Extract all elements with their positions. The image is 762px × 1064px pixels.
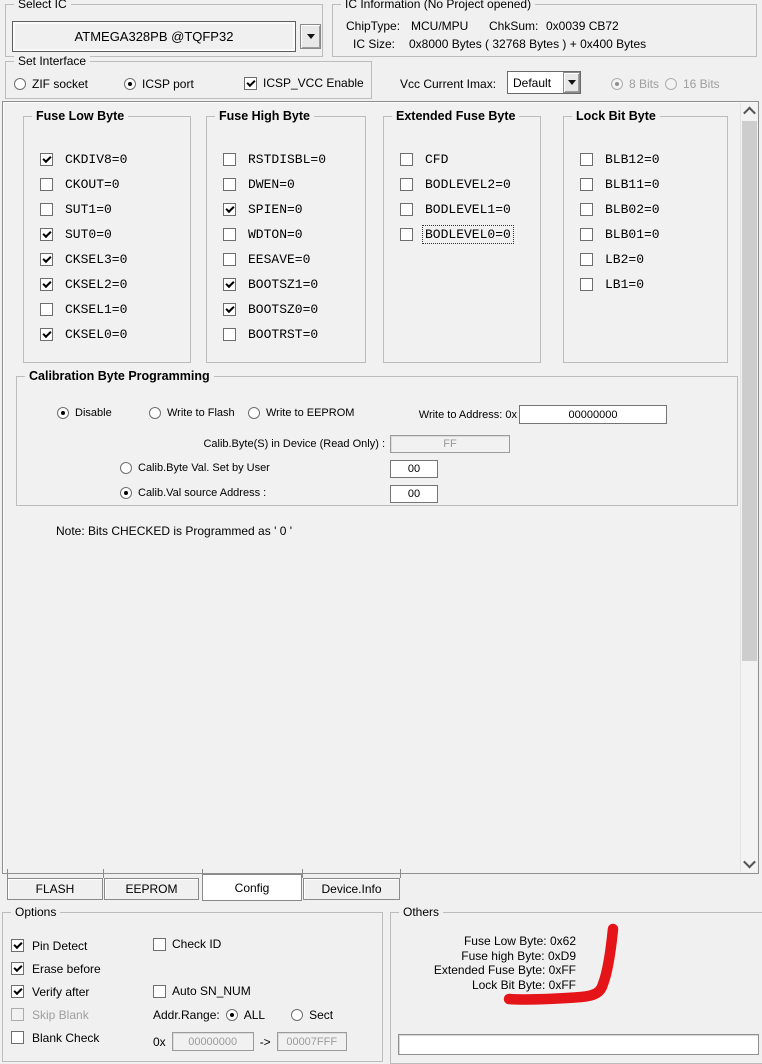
bits8-label: 8 Bits — [629, 77, 660, 91]
fuse-bit-row[interactable] — [564, 247, 727, 272]
user-calib-radio[interactable] — [120, 462, 132, 474]
fuse-bit-checkbox[interactable] — [40, 228, 53, 241]
fuse-bit-label: SUT0=0 — [65, 227, 112, 242]
option-label: Pin Detect — [32, 938, 88, 953]
checked-bits-note: Note: Bits CHECKED is Programmed as ' 0 ' — [56, 524, 292, 538]
select-ic-group — [5, 0, 323, 57]
extended-fuse-byte-group — [383, 109, 541, 363]
extended-fuse-byte-list — [384, 147, 540, 247]
option-label: Skip Blank — [32, 1007, 89, 1022]
fuse-bit-row[interactable] — [207, 297, 365, 322]
check-id-label: Check ID — [172, 937, 222, 951]
option-checkbox-row[interactable] — [11, 1026, 101, 1049]
lock-bit-byte-list — [564, 147, 727, 297]
fuse-bit-checkbox[interactable] — [400, 153, 413, 166]
fuse-bit-row[interactable] — [564, 197, 727, 222]
zif-socket-label: ZIF socket — [32, 77, 89, 91]
fuse-bit-label: CKSEL3=0 — [65, 252, 128, 267]
write-flash-label: Write to Flash — [167, 407, 235, 419]
fuse-bit-row[interactable] — [384, 197, 540, 222]
fuse-bit-checkbox[interactable] — [40, 303, 53, 316]
fuse-high-byte-group — [206, 109, 366, 363]
source-addr-label: Calib.Val source Address : — [138, 487, 267, 499]
fuse-bit-row[interactable] — [207, 147, 365, 172]
fuse-bit-label: BLB12=0 — [605, 152, 660, 167]
ic-combo-dropdown-button[interactable] — [300, 24, 321, 49]
bits16-radio[interactable] — [665, 78, 677, 90]
fuse-bit-label: BODLEVEL1=0 — [425, 202, 511, 217]
fuse-bit-label: LB1=0 — [605, 277, 645, 292]
fuse-bit-row[interactable] — [24, 322, 190, 347]
fuse-bit-label: BLB02=0 — [605, 202, 660, 217]
fuse-bit-checkbox[interactable] — [223, 153, 236, 166]
fuse-bit-checkbox[interactable] — [400, 203, 413, 216]
config-panel — [2, 101, 759, 874]
fuse-bit-row[interactable] — [24, 272, 190, 297]
fuse-bit-label: BODLEVEL2=0 — [425, 177, 511, 192]
fuse-bit-checkbox[interactable] — [580, 203, 593, 216]
zif-socket-radio-row[interactable] — [14, 77, 88, 91]
fuse-bit-row[interactable] — [207, 272, 365, 297]
auto-sn-checkbox[interactable] — [153, 985, 166, 998]
lock-bit-byte-title: Lock Bit Byte — [572, 109, 660, 124]
lock-bit-byte-group — [563, 109, 728, 363]
scrollbar-thumb[interactable] — [742, 121, 757, 661]
icsp-port-radio[interactable] — [124, 78, 136, 90]
fuse-bit-label: BODLEVEL0=0 — [422, 225, 514, 244]
fuse-bit-label: CKSEL2=0 — [65, 277, 128, 292]
icsp-port-radio-row[interactable] — [124, 77, 194, 91]
addr-sect-label: Sect — [309, 1008, 334, 1022]
fuse-bit-label: CKSEL0=0 — [65, 327, 128, 342]
calibration-title: Calibration Byte Programming — [25, 369, 214, 384]
bits8-radio-row[interactable] — [611, 77, 659, 91]
fuse-low-byte-list — [24, 147, 190, 347]
fuse-bit-checkbox[interactable] — [223, 303, 236, 316]
user-calib-input[interactable]: 00 — [390, 460, 438, 478]
option-label: Verify after — [32, 984, 90, 999]
option-checkbox[interactable] — [11, 939, 24, 952]
fuse-bit-label: CKDIV8=0 — [65, 152, 128, 167]
vcc-current-value: Default — [513, 75, 552, 90]
others-title: Others — [399, 905, 443, 920]
fuse-bit-checkbox[interactable] — [223, 278, 236, 291]
icsp-port-label: ICSP port — [142, 77, 194, 91]
option-checkbox-row[interactable] — [11, 980, 101, 1003]
disable-label: Disable — [75, 407, 112, 419]
fuse-bit-row[interactable] — [24, 222, 190, 247]
fuse-bit-row[interactable] — [24, 147, 190, 172]
options-group — [2, 905, 383, 1062]
addr-from-field[interactable]: 00000000 — [172, 1032, 254, 1051]
vcc-current-label: Vcc Current Imax: — [400, 77, 497, 91]
device-calib-field: FF — [390, 435, 510, 453]
fuse-bit-label: CKOUT=0 — [65, 177, 120, 192]
option-checkbox[interactable] — [11, 962, 24, 975]
chevron-up-icon — [743, 107, 756, 120]
fuse-bit-checkbox[interactable] — [40, 153, 53, 166]
option-checkbox[interactable] — [11, 1031, 24, 1044]
source-addr-radio-row[interactable] — [120, 487, 266, 499]
progress-bar — [398, 1034, 759, 1055]
chevron-down-icon — [743, 856, 756, 869]
fuse-bit-checkbox[interactable] — [223, 203, 236, 216]
addr-range-label: Addr.Range: — [153, 1008, 220, 1022]
option-label: Erase before — [32, 961, 101, 976]
fuse-bit-checkbox[interactable] — [400, 178, 413, 191]
option-checkbox-row[interactable] — [11, 1003, 101, 1026]
fuse-bit-label: BLB01=0 — [605, 227, 660, 242]
fuse-bit-row[interactable] — [384, 222, 540, 247]
option-checkbox-row[interactable] — [11, 934, 101, 957]
ic-size-label: IC Size: — [353, 37, 396, 51]
vertical-scrollbar[interactable] — [740, 103, 757, 872]
fuse-bit-label: BOOTSZ0=0 — [248, 302, 319, 317]
bits16-radio-row[interactable] — [665, 77, 720, 91]
write-eeprom-radio-row[interactable] — [248, 407, 354, 419]
fuse-summary-line: Lock Bit Byte: 0xFF — [471, 977, 576, 992]
fuse-bit-row[interactable] — [24, 197, 190, 222]
fuse-bit-label: CFD — [425, 152, 449, 167]
zif-socket-radio[interactable] — [14, 78, 26, 90]
write-addr-input[interactable]: 00000000 — [519, 405, 667, 424]
fuse-bit-checkbox[interactable] — [223, 228, 236, 241]
fuse-bit-checkbox[interactable] — [223, 178, 236, 191]
bits8-radio[interactable] — [611, 78, 623, 90]
ic-info-title: IC Information (No Project opened) — [341, 0, 535, 12]
tab-flash[interactable]: FLASH — [7, 878, 103, 900]
fuse-bit-row[interactable] — [24, 172, 190, 197]
fuse-bit-row[interactable] — [207, 322, 365, 347]
tab-divider — [400, 869, 401, 878]
tab-divider — [302, 869, 303, 878]
option-checkbox[interactable] — [11, 985, 24, 998]
write-flash-radio[interactable] — [149, 407, 161, 419]
write-eeprom-radio[interactable] — [248, 407, 260, 419]
fuse-low-byte-group — [23, 109, 191, 363]
fuse-bit-checkbox[interactable] — [40, 203, 53, 216]
write-addr-label: Write to Address: 0x — [418, 409, 517, 421]
tab-device-info[interactable]: Device.Info — [303, 878, 400, 900]
disable-radio[interactable] — [57, 407, 69, 419]
fuse-summary-line: Fuse high Byte: 0xD9 — [461, 948, 576, 963]
auto-sn-row[interactable] — [153, 984, 251, 998]
set-interface-title: Set Interface — [14, 54, 90, 69]
options-checkbox-list — [11, 934, 101, 1049]
set-interface-group — [5, 54, 372, 99]
addr-all-radio[interactable] — [226, 1009, 238, 1021]
fuse-bit-label: EESAVE=0 — [248, 252, 311, 267]
disable-radio-row[interactable] — [57, 407, 112, 419]
option-checkbox-row[interactable] — [11, 957, 101, 980]
chevron-down-icon — [568, 80, 576, 85]
scroll-up-button[interactable] — [741, 103, 757, 120]
fuse-bit-checkbox[interactable] — [40, 278, 53, 291]
user-calib-label: Calib.Byte Val. Set by User — [138, 462, 270, 474]
fuse-bit-checkbox[interactable] — [580, 228, 593, 241]
fuse-bit-label: RSTDISBL=0 — [248, 152, 327, 167]
fuse-bit-row[interactable] — [564, 222, 727, 247]
fuse-bit-row[interactable] — [207, 222, 365, 247]
fuse-summary-line: Fuse Low Byte: 0x62 — [463, 934, 576, 948]
fuse-bit-row[interactable] — [24, 247, 190, 272]
check-id-checkbox[interactable] — [153, 938, 166, 951]
addr-range-fields-row — [153, 1032, 347, 1051]
fuse-high-byte-list — [207, 147, 365, 347]
fuse-bit-row[interactable] — [564, 147, 727, 172]
range-arrow-label: -> — [259, 1034, 271, 1049]
chksum-label: ChkSum: — [489, 19, 539, 33]
fuse-bit-label: SPIEN=0 — [248, 202, 303, 217]
fuse-bit-checkbox[interactable] — [580, 278, 593, 291]
chip-type-label: ChipType: — [346, 19, 401, 33]
fuse-bit-checkbox[interactable] — [40, 178, 53, 191]
icsp-vcc-label: ICSP_VCC Enable — [263, 76, 364, 90]
ic-size-value: 0x8000 Bytes ( 32768 Bytes ) + 0x400 Bytes — [409, 37, 647, 51]
options-title: Options — [11, 905, 60, 920]
addr-range-row — [153, 1008, 333, 1022]
tab-eeprom[interactable]: EEPROM — [104, 878, 199, 900]
extended-fuse-byte-title: Extended Fuse Byte — [392, 109, 519, 124]
ic-info-group — [332, 0, 757, 57]
fuse-bit-label: SUT1=0 — [65, 202, 112, 217]
icsp-vcc-checkbox-row[interactable] — [244, 76, 364, 90]
source-addr-input[interactable]: 00 — [390, 485, 438, 503]
fuse-bit-checkbox[interactable] — [223, 253, 236, 266]
fuse-bit-label: CKSEL1=0 — [65, 302, 128, 317]
addr-sect-radio[interactable] — [291, 1009, 303, 1021]
fuse-bit-checkbox[interactable] — [40, 328, 53, 341]
fuse-bit-row[interactable] — [24, 297, 190, 322]
option-label: Blank Check — [32, 1030, 100, 1045]
fuse-bit-checkbox[interactable] — [580, 178, 593, 191]
bits16-label: 16 Bits — [683, 77, 720, 91]
addr-to-field[interactable]: 00007FFF — [277, 1032, 347, 1051]
tab-divider — [103, 869, 104, 878]
fuse-bit-checkbox[interactable] — [580, 253, 593, 266]
chevron-down-icon — [307, 34, 315, 39]
others-group — [390, 905, 762, 1064]
fuse-bit-checkbox[interactable] — [400, 228, 413, 241]
tab-divider — [7, 869, 8, 878]
fuse-bit-checkbox[interactable] — [40, 253, 53, 266]
fuse-bit-label: BOOTRST=0 — [248, 327, 319, 342]
select-ic-title: Select IC — [14, 0, 71, 12]
hex-prefix-label: 0x — [153, 1034, 166, 1049]
write-flash-radio-row[interactable] — [149, 407, 235, 419]
vcc-select-dropdown-button[interactable] — [563, 72, 580, 93]
addr-all-label: ALL — [243, 1008, 266, 1022]
option-checkbox[interactable] — [11, 1008, 24, 1021]
fuse-bit-label: WDTON=0 — [248, 227, 303, 242]
fuse-bit-label: DWEN=0 — [248, 177, 295, 192]
fuse-bit-row[interactable] — [384, 147, 540, 172]
chksum-value: 0x0039 CB72 — [546, 19, 619, 33]
source-addr-radio[interactable] — [120, 487, 132, 499]
vcc-current-select[interactable] — [507, 71, 581, 94]
fuse-bit-label: BOOTSZ1=0 — [248, 277, 319, 292]
fuse-bit-row[interactable] — [207, 197, 365, 222]
calibration-group — [16, 369, 738, 506]
icsp-vcc-checkbox[interactable] — [244, 77, 257, 90]
fuse-bit-label: LB2=0 — [605, 252, 645, 267]
device-calib-label: Calib.Byte(S) in Device (Read Only) : — [203, 438, 385, 450]
ic-combo-value: ATMEGA328PB @TQFP32 — [74, 29, 234, 44]
ic-combo-field[interactable] — [12, 21, 296, 52]
fuse-summary-line: Extended Fuse Byte: 0xFF — [433, 963, 576, 977]
fuse-low-byte-title: Fuse Low Byte — [32, 109, 128, 124]
auto-sn-label: Auto SN_NUM — [172, 984, 251, 998]
fuse-bit-row[interactable] — [207, 172, 365, 197]
chip-type-value: MCU/MPU — [411, 19, 469, 33]
tab-config[interactable]: Config — [202, 874, 302, 901]
fuse-bit-row[interactable] — [564, 172, 727, 197]
write-eeprom-label: Write to EEPROM — [266, 407, 355, 419]
fuse-bit-checkbox[interactable] — [580, 153, 593, 166]
check-id-row[interactable] — [153, 937, 221, 951]
user-calib-radio-row[interactable] — [120, 462, 270, 474]
fuse-bit-row[interactable] — [564, 272, 727, 297]
fuse-bit-checkbox[interactable] — [223, 328, 236, 341]
fuse-bit-row[interactable] — [384, 172, 540, 197]
fuse-high-byte-title: Fuse High Byte — [215, 109, 314, 124]
fuse-bit-label: BLB11=0 — [605, 177, 660, 192]
fuse-summary-lines — [434, 934, 576, 992]
scroll-down-button[interactable] — [741, 855, 757, 872]
fuse-bit-row[interactable] — [207, 247, 365, 272]
